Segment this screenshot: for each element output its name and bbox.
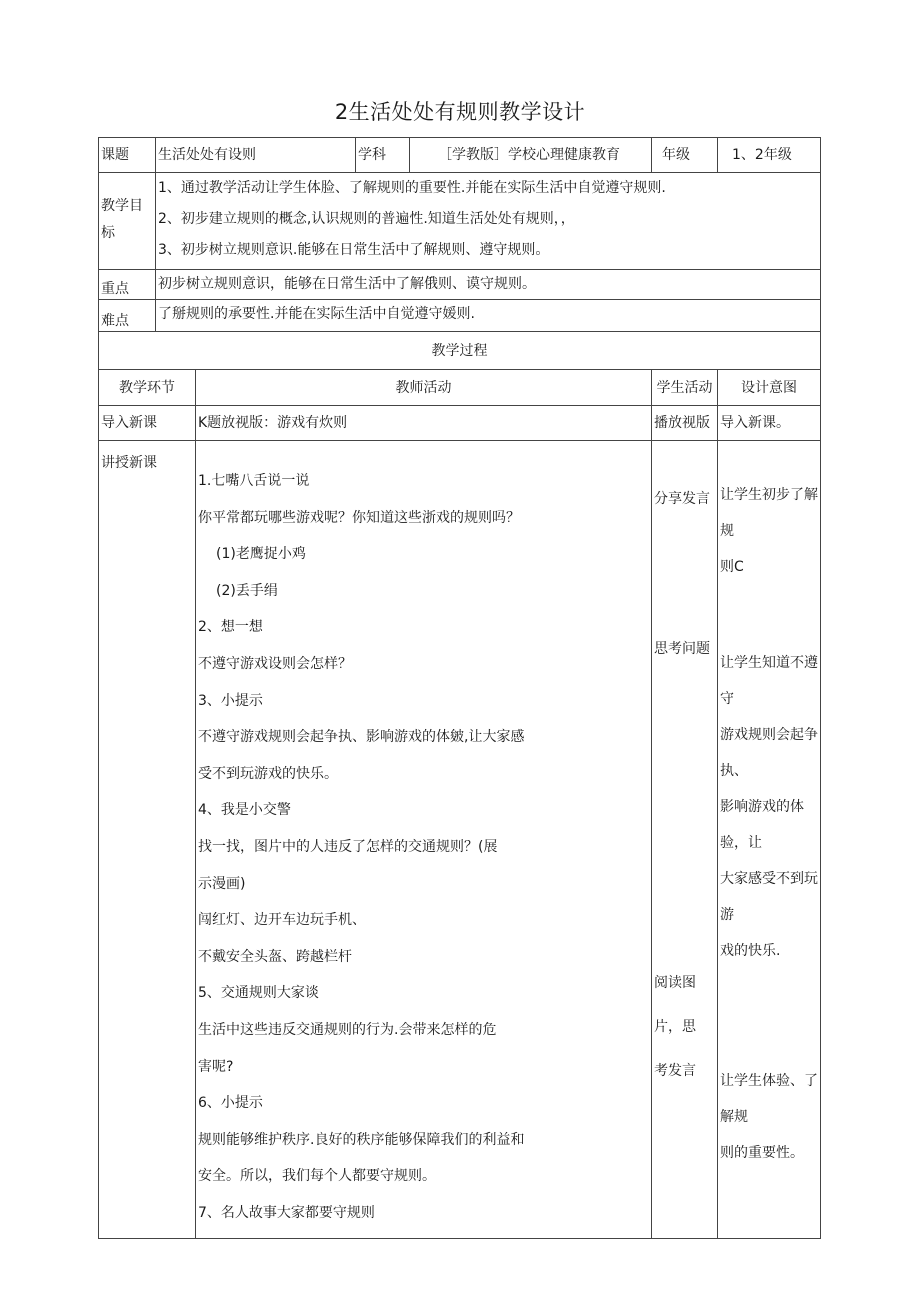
teacher-line: (2)丢手绢 <box>216 582 278 599</box>
teacher-line: 示漫画) <box>198 875 246 892</box>
intent-line: 则的重要性。 <box>720 1145 804 1161</box>
process-header: 教学过程 <box>99 332 821 370</box>
column-header-intent: 设计意图 <box>718 370 821 406</box>
subject-value: ［学教版］学校心理健康教育 <box>410 138 652 173</box>
key-point-text: 初步树立规则意识，能够在日常生活中了解俄则、谟守规则。 <box>156 270 821 300</box>
teacher-line: 闯红灯、边开车边玩手机、 <box>198 912 366 929</box>
teacher-line: 3、小提示 <box>198 692 263 709</box>
teacher-line: 安全。所以，我们每个人都要守规则。 <box>198 1168 436 1185</box>
teacher-line: 受不到玩游戏的快乐。 <box>198 765 338 782</box>
topic-label: 课题 <box>99 138 156 173</box>
objectives-label: 教学目标 <box>99 173 156 270</box>
page-title: 2生活处处有规则教学设计 <box>334 100 586 124</box>
teacher-line: 2、想一想 <box>198 619 263 636</box>
teacher-line: 不遵守游戏设则会怎样？ <box>198 655 352 672</box>
teacher-line: 4、我是小交警 <box>198 802 291 819</box>
difficulty-label: 难点 <box>99 300 156 332</box>
intro-intent: 导入新课。 <box>718 406 821 441</box>
intent-line: 戏的快乐. <box>720 943 781 959</box>
intro-teacher: K题放视版：游戏有炊则 <box>196 406 652 441</box>
teacher-line: 生活中这些违反交通规则的行为.会带来怎样的危 <box>198 1021 497 1038</box>
lecture-intent <box>718 441 821 1239</box>
column-header-student: 学生活动 <box>652 370 718 406</box>
lecture-stage: 讲授新课 <box>99 441 196 1239</box>
lesson-plan-table <box>98 137 821 1239</box>
objective-item: 3、初步树立规则意识.能够在日常生活中了解规则、遵守规则。 <box>158 242 550 258</box>
column-header-row <box>99 370 821 406</box>
objective-item: 1、通过教学活动让学生体脸、了解规则的重要性.并能在实际生活中自觉遵守规则. <box>158 180 666 196</box>
grade-value: 1、2年级 <box>718 138 821 173</box>
teacher-line: 规则能够维护秩序.良好的秩序能够保障我们的利益和 <box>198 1131 525 1148</box>
student-activity: 分享发言 <box>654 491 710 507</box>
objective-item: 2、初步建立规则的概念,认识规则的普遍性.知道生活处处有规则，， <box>158 211 575 227</box>
intro-student: 播放视版 <box>652 406 718 441</box>
teacher-line: 找一找，图片中的人违反了怎样的交通规则？(展 <box>198 838 498 855</box>
process-header-row <box>99 332 821 370</box>
grade-label: 年级 <box>652 138 718 173</box>
difficulty-row <box>99 300 821 332</box>
lecture-row <box>99 441 821 1239</box>
teacher-line: (1)老鹰捉小鸡 <box>216 546 306 563</box>
teacher-line: 你平常都玩哪些游戏呢？你知道这些浙戏的规则吗？ <box>198 509 520 526</box>
intent-line: 影响游戏的体验，让 <box>720 799 804 851</box>
difficulty-text: 了掰规则的承要性.并能在实际生活中自觉遵守媛则. <box>156 300 821 332</box>
subject-label: 学科 <box>356 138 410 173</box>
teacher-line: 5、交通规则大家谈 <box>198 985 319 1002</box>
lecture-teacher <box>196 441 652 1239</box>
intent-line: 游戏规则会起争执、 <box>720 727 818 779</box>
intro-row <box>99 406 821 441</box>
intent-line: 大家感受不到玩游 <box>720 871 818 923</box>
column-header-stage: 教学环节 <box>99 370 196 406</box>
intent-line: 让学生体验、了解规 <box>720 1073 818 1125</box>
objectives-row <box>99 173 821 270</box>
teacher-line: 1.七嘴八舌说一说 <box>198 473 310 489</box>
teacher-line: 害呢? <box>198 1058 234 1075</box>
intro-stage: 导入新课 <box>99 406 196 441</box>
objectives-content <box>156 173 821 270</box>
teacher-line: 6、小提示 <box>198 1095 263 1112</box>
teacher-line: 不戴安全头盔、跨越栏杆 <box>198 948 352 965</box>
intent-line: 让学生初步了解规 <box>720 487 818 539</box>
teacher-line: 不遵守游戏规则会起争执、影响游戏的体皴,让大家感 <box>198 729 525 746</box>
lecture-student <box>652 441 718 1239</box>
key-point-row <box>99 270 821 300</box>
intent-line: 则C <box>720 559 744 575</box>
student-activity: 考发言 <box>654 1063 696 1079</box>
column-header-teacher: 教师活动 <box>196 370 652 406</box>
key-point-label: 重点 <box>99 270 156 300</box>
intent-line: 让学生知道不遵守 <box>720 655 818 707</box>
info-row <box>99 138 821 173</box>
topic-value: 生活处处有设则 <box>156 138 356 173</box>
student-activity: 阅读图片，思 <box>654 975 696 1035</box>
student-activity: 思考问题 <box>654 641 710 657</box>
teacher-line: 7、名人故事大家都要守规则 <box>198 1204 375 1221</box>
